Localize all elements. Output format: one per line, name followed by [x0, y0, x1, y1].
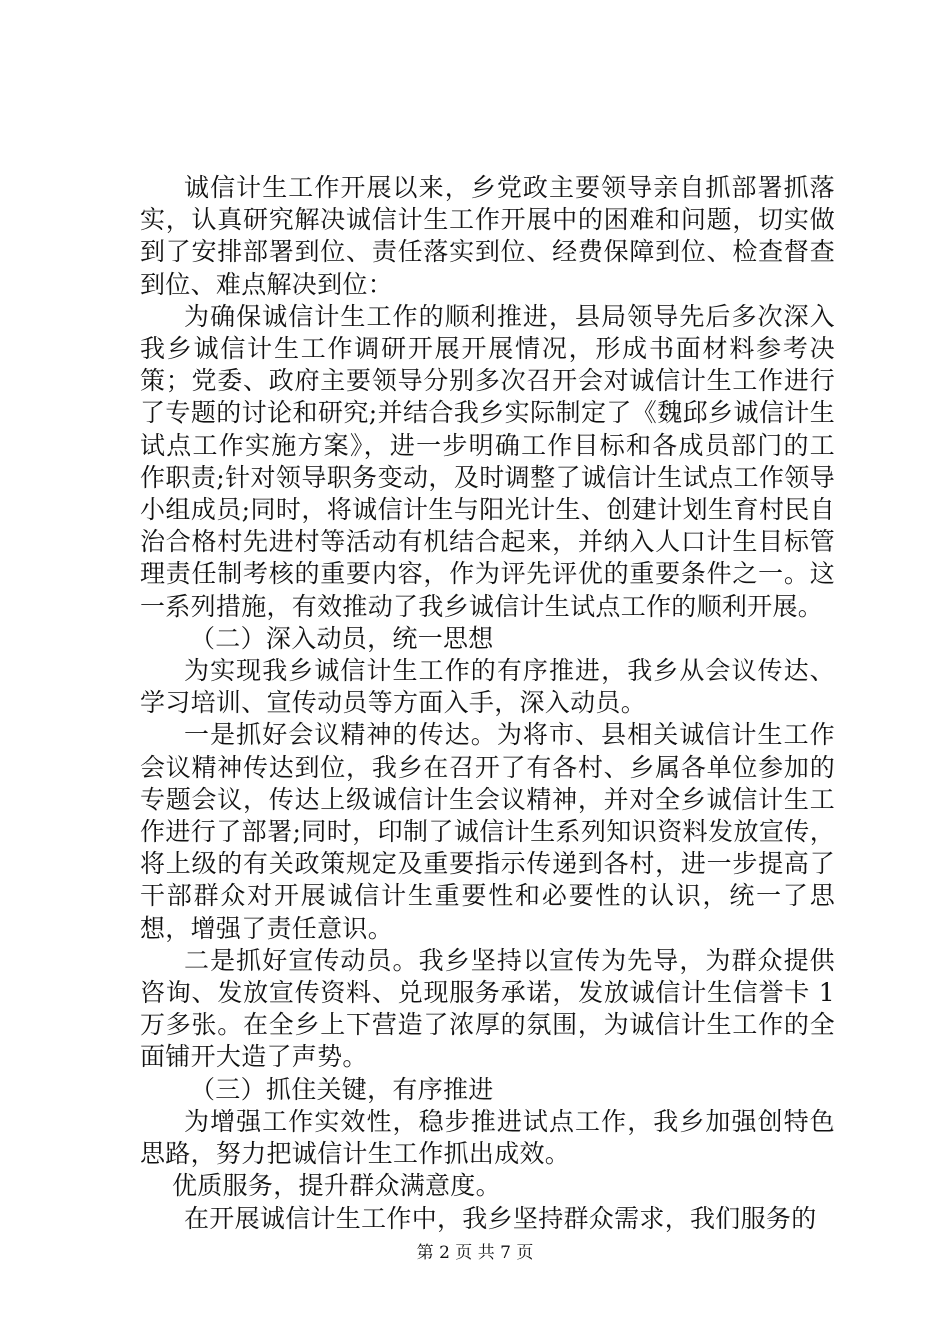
paragraph-2: 为确保诚信计生工作的顺利推进，县局领导先后多次深入我乡诚信计生工作调研开展开展情况，形成书面材料参考决策；党委、政府主要领导分别多次召开会对诚信计生工作进行了专题的讨论和研究;并结合我乡实际制定了《魏邱乡诚信计生试点工作实施方案》，进一步明确工作目标和各成员部门的工作职责;针对领导职务变动，及时调整了诚信计生试点工作领导小组成员;同时，将诚信计生与阳光计生、创建计划生育村民自治合格村先进村等活动有机结合起来，并纳入人口计生目标管理责任制考核的重要内容，作为评先评优的重要条件之一。这一系列措施，有效推动了我乡诚信计生试点工作的顺利开展。	[140, 301, 835, 621]
paragraph-6: 为增强工作实效性，稳步推进试点工作，我乡加强创特色思路，努力把诚信计生工作抓出成效。	[140, 1106, 835, 1169]
section-heading-2: （二）深入动员，统一思想	[190, 623, 494, 653]
paragraph-1: 诚信计生工作开展以来，乡党政主要领导亲自抓部署抓落实，认真研究解决诚信计生工作开展中的困难和问题，切实做到了安排部署到位、责任落实到位、经费保障到位、检查督查到位、难点解决到位：	[140, 173, 835, 299]
page-footer: 第 2 页 共 7 页	[416, 1243, 534, 1263]
paragraph-7: 优质服务，提升群众满意度。	[172, 1171, 501, 1201]
paragraph-8: 在开展诚信计生工作中，我乡坚持群众需求，我们服务的	[184, 1203, 817, 1233]
paragraph-3: 为实现我乡诚信计生工作的有序推进，我乡从会议传达、学习培训、宣传动员等方面入手，深入动员。	[140, 656, 835, 718]
paragraph-4: 一是抓好会议精神的传达。为将市、县相关诚信计生工作会议精神传达到位，我乡在召开了有各村、乡属各单位参加的专题会议，传达上级诚信计生会议精神，并对全乡诚信计生工作进行了部署;同时，印制了诚信计生系列知识资料发放宣传，将上级的有关政策规定及重要指示传递到各村，进一步提高了干部群众对开展诚信计生重要性和必要性的认识，统一了思想，增强了责任意识。	[140, 720, 835, 943]
section-heading-3: （三）抓住关键，有序推进	[190, 1074, 494, 1104]
paragraph-5: 二是抓好宣传动员。我乡坚持以宣传为先导，为群众提供咨询、发放宣传资料、兑现服务承诺，发放诚信计生信誉卡 1 万多张。在全乡上下营造了浓厚的氛围，为诚信计生工作的全面铺开大造了声势。	[140, 945, 835, 1072]
document-body	[140, 172, 835, 1235]
